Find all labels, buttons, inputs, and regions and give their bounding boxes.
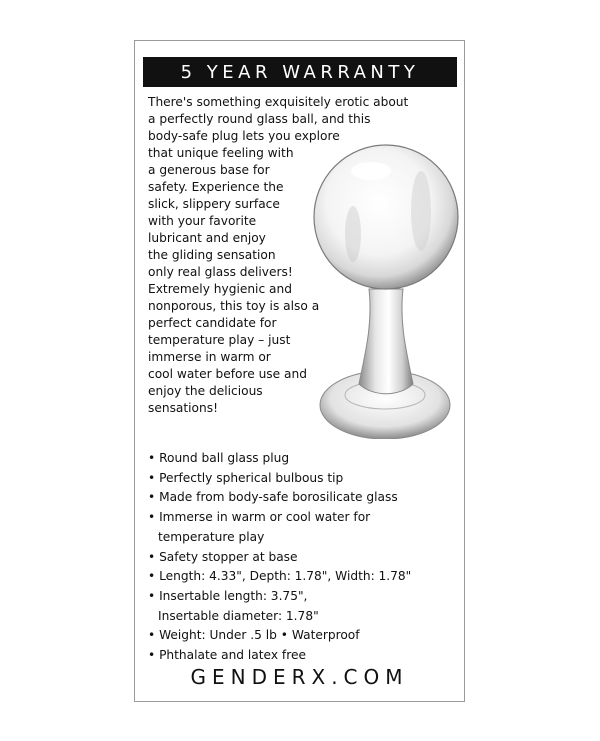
- feature-item: • Immerse in warm or cool water for: [148, 510, 371, 525]
- feature-item: • Round ball glass plug: [148, 451, 290, 465]
- warranty-banner: [143, 57, 457, 87]
- description-line: lubricant and enjoy: [148, 231, 266, 245]
- description-line: slick, slippery surface: [148, 197, 280, 211]
- brand-website: GENDERX.COM: [190, 665, 409, 689]
- description-line: only real glass delivers!: [148, 265, 293, 279]
- description-line: enjoy the delicious: [148, 384, 263, 398]
- description-line: Extremely hygienic and: [148, 282, 292, 296]
- description-line: with your favorite: [148, 214, 257, 228]
- feature-item: • Length: 4.33", Depth: 1.78", Width: 1.78": [148, 569, 412, 584]
- description-line: temperature play – just: [148, 333, 291, 347]
- feature-item: • Made from body-safe borosilicate glass: [148, 490, 398, 505]
- warranty-title: 5 YEAR WARRANTY: [180, 61, 420, 83]
- feature-item-continued: temperature play: [158, 529, 265, 544]
- description-line: the gliding sensation: [148, 248, 276, 262]
- feature-item: • Safety stopper at base: [148, 549, 298, 564]
- description-line: a generous base for: [148, 163, 270, 177]
- description-line: nonporous, this toy is also a: [148, 299, 320, 313]
- description-line: perfect candidate for: [148, 316, 277, 330]
- description-line: cool water before use and: [148, 367, 307, 381]
- feature-item: • Insertable length: 3.75",: [148, 588, 308, 603]
- product-card: [134, 40, 465, 702]
- description-line: immerse in warm or: [148, 350, 271, 364]
- description-line: There's something exquisitely erotic about: [148, 95, 409, 109]
- description-line: body-safe plug lets you explore: [148, 129, 340, 143]
- feature-list: [148, 449, 460, 666]
- feature-item-continued: Insertable diameter: 1.78": [158, 608, 319, 623]
- description-line: sensations!: [148, 401, 218, 415]
- feature-item: • Phthalate and latex free: [148, 648, 306, 663]
- feature-item: • Perfectly spherical bulbous tip: [148, 470, 344, 485]
- glass-plug-image: [313, 139, 459, 439]
- description-line: that unique feeling with: [148, 146, 294, 160]
- description-line: safety. Experience the: [148, 180, 284, 194]
- feature-item: • Weight: Under .5 lb • Waterproof: [148, 628, 360, 643]
- description-line: a perfectly round glass ball, and this: [148, 112, 371, 126]
